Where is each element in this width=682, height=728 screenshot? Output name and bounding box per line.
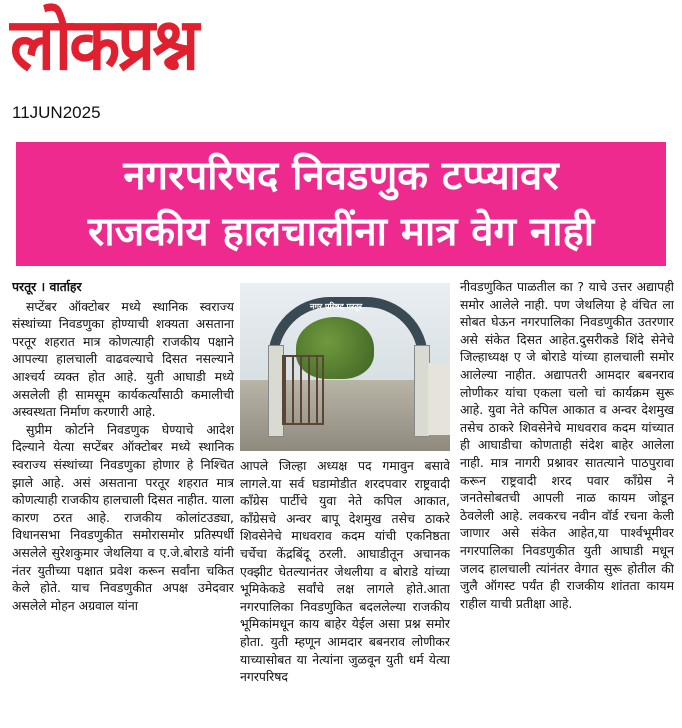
headline-line-2: राजकीय हालचालींना मात्र वेग नाही bbox=[87, 209, 595, 255]
article-column-3 bbox=[460, 278, 674, 723]
article-paragraph: सुप्रीम कोर्टाने निवडणुक घेण्याचे आदेश दिल्याने येत्या सप्टेंबर ऑक्टोबर मध्ये स्थानिक स्वराज्य संस्थांच्या निवडणुका होणार हे निश्चित झाले आहे. असं असताना परतूर शहरात मात्र कोणत्याही राजकीय हालचाली दिसत नाहीत. याला कारण ठरत आहे. राजकीय कोलांटउड्या, विधानसभा निवडणुकीत समोरासमोर प्रतिस्पर्धी असलेले सुरेशकुमार जेथलिया व ए.जे.बोराडे यांनी नंतर युतीच्या पक्षात प्रवेश करून सर्वांना चकित केले होते. याच निवडणुकीत अपक्ष उमेदवार असलेले मोहन अग्रवाल यांना bbox=[12, 421, 234, 613]
headline-banner bbox=[16, 142, 666, 266]
byline: परतूर । वार्ताहर bbox=[12, 279, 82, 294]
article-column-1 bbox=[12, 278, 234, 723]
photo-wall bbox=[428, 363, 450, 435]
newspaper-logo: लोकप्रश्न bbox=[10, 2, 197, 86]
photo-arch-text: नगर परिषद परतूर bbox=[310, 302, 363, 311]
masthead-logo bbox=[10, 4, 285, 96]
article-paragraph: आपले जिल्हा अध्यक्ष पद गमावुन बसावे लागले.या सर्व घडामोडीत शरदपवार राष्ट्रवादी कॉंग्रेस पार्टीचे युवा नेते कपिल आकात, कॉंग्रेसचे अन्वर बापू देशमुख तसेच ठाकरे शिवसेनेचे माधवराव कदम यांची एकनिष्ठता चर्चेचा केंद्रबिंदू ठरली. आघाडीतून अचानक एक्झीट घेतल्यानंतर जेथलीया व बोराडे यांच्या भूमिकेकडे सर्वांचे लक्ष लागले होते.आता नगरपालिका निवडणुकित बदललेल्या राजकीय भूमिकांमधून काय बाहेर येईल असा प्रश्न समोर होता. युती म्हणून आमदार बबनराव लोणीकर याच्यासोबत या नेत्यांना जुळवून युती धर्म येत्या नगरपरिषद bbox=[240, 458, 450, 685]
headline-line-1: नगरपरिषद निवडणुक टप्प्यावर bbox=[123, 153, 559, 199]
article-paragraph: सप्टेंबर ऑक्टोबर मध्ये स्थानिक स्वराज्य संस्थांच्या निवडणुका होण्याची शक्यता असताना परतूर शहरात मात्र कोणत्याही राजकीय पक्षाने आपल्या हालचाली वाढवल्याचे दिसत नसल्याने आश्चर्य व्यक्त होत आहे. युती आघाडी मध्ये असलेली ही सामसूम कार्यकर्त्यांसाठी कमालीची अस्वस्थता निर्माण करणारी आहे. bbox=[12, 298, 234, 420]
gate-photo bbox=[240, 283, 450, 451]
publication-date: 11JUN2025 bbox=[12, 103, 101, 122]
article-column-2 bbox=[240, 457, 450, 723]
photo-iron-gate bbox=[282, 355, 324, 425]
article-paragraph: नीवडणुकित पाळतील का ? याचे उत्तर अद्यापही समोर आलेले नाही. पण जेथलिया हे वंचित ला सोबत घेऊन नगरपालिका निवडणुकीत उतरणार असे संकेत दिसत आहेत.दुसरीकडे शिंदे सेनेचे जिल्हाध्यक्ष ए जे बोराडे यांच्या हालचाली समोर आलेल्या नाहीत. अद्यापतरी आमदार बबनराव लोणीकर यांचा एकला चलो चां कार्यक्रम सुरू आहे. युवा नेते कपिल आकात व अन्वर देशमुख तसेच ठाकरे शिवसेनेचे माधवराव कदम यांच्यात ही आघाडीचा कोणताही संदेश बाहेर आलेला नाही. मात्र नागरी प्रश्नावर सातत्याने पाठपुरावा करून राष्ट्रवादी शरद पवार कॉंग्रेस ने जनतेसोबतची आपली नाळ कायम जोडून ठेवलेली आहे. लवकरच नवीन वॉर्ड रचना केली जाणार असे संकेत आहेत,या पार्श्वभूमीवर नगरपालिका निवडणुकीत युती आघाडी मधून जलद हालचाली त्यांनंतर वेगात सुरू होतील की जुलै ऑगस्ट पर्यंत ही राजकीय शांतता कायम राहील याची प्रतीक्षा आहे. bbox=[460, 279, 674, 611]
